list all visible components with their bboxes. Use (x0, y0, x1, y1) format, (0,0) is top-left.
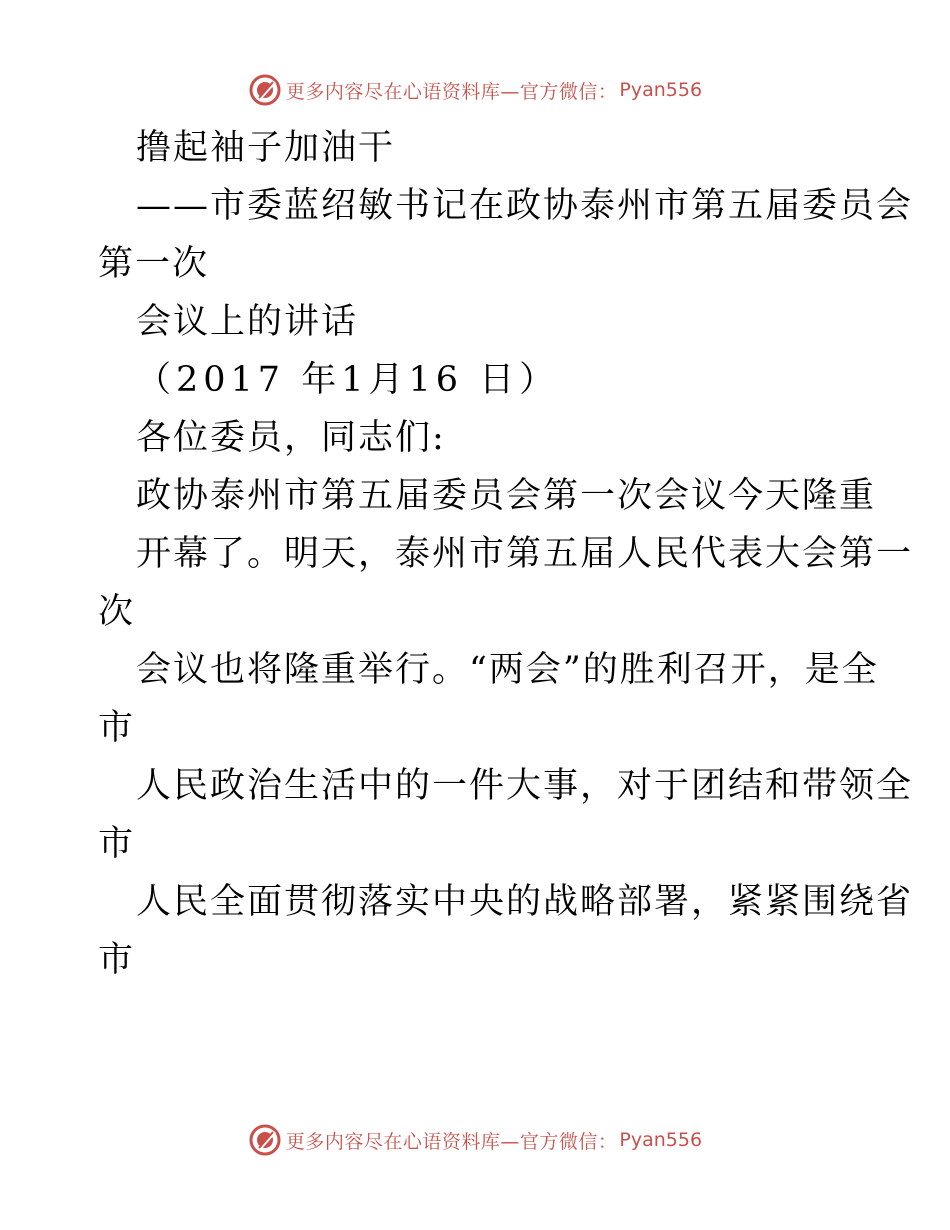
watermark-text: 更多内容尽在心语资料库—官方微信： (285, 80, 618, 103)
document-subtitle: ——市委蓝绍敏书记在政协泰州市第五届委员会 (136, 186, 914, 226)
paragraph-line-wrap: 市 (98, 940, 136, 980)
paragraph-line: 人民全面贯彻落实中央的战略部署，紧紧围绕省 (136, 882, 914, 922)
document-date: （2017 年1月16 日） (136, 360, 560, 400)
watermark-id: Pyan556 (619, 79, 703, 101)
footer-watermark (0, 1120, 950, 1160)
document-title: 撸起袖子加油干 (136, 128, 396, 168)
paragraph-line: 政协泰州市第五届委员会第一次会议今天隆重 (136, 476, 877, 516)
document-subtitle-wrap: 第一次 (98, 244, 210, 284)
paragraph-line-wrap: 次 (98, 592, 136, 632)
document-salutation: 各位委员，同志们: (136, 418, 446, 458)
paragraph-line-wrap: 市 (98, 708, 136, 748)
paragraph-line: 会议也将隆重举行。“两会”的胜利召开，是全 (136, 650, 879, 690)
watermark-id: Pyan556 (619, 1129, 703, 1151)
watermark-text: 更多内容尽在心语资料库—官方微信： (285, 1130, 618, 1153)
document-subtitle-cont: 会议上的讲话 (136, 302, 359, 342)
paragraph-line: 人民政治生活中的一件大事，对于团结和带领全 (136, 766, 914, 806)
paragraph-line-wrap: 市 (98, 824, 136, 864)
paragraph-line: 开幕了。明天，泰州市第五届人民代表大会第一 (136, 534, 914, 574)
quill-seal-icon (248, 1123, 282, 1157)
